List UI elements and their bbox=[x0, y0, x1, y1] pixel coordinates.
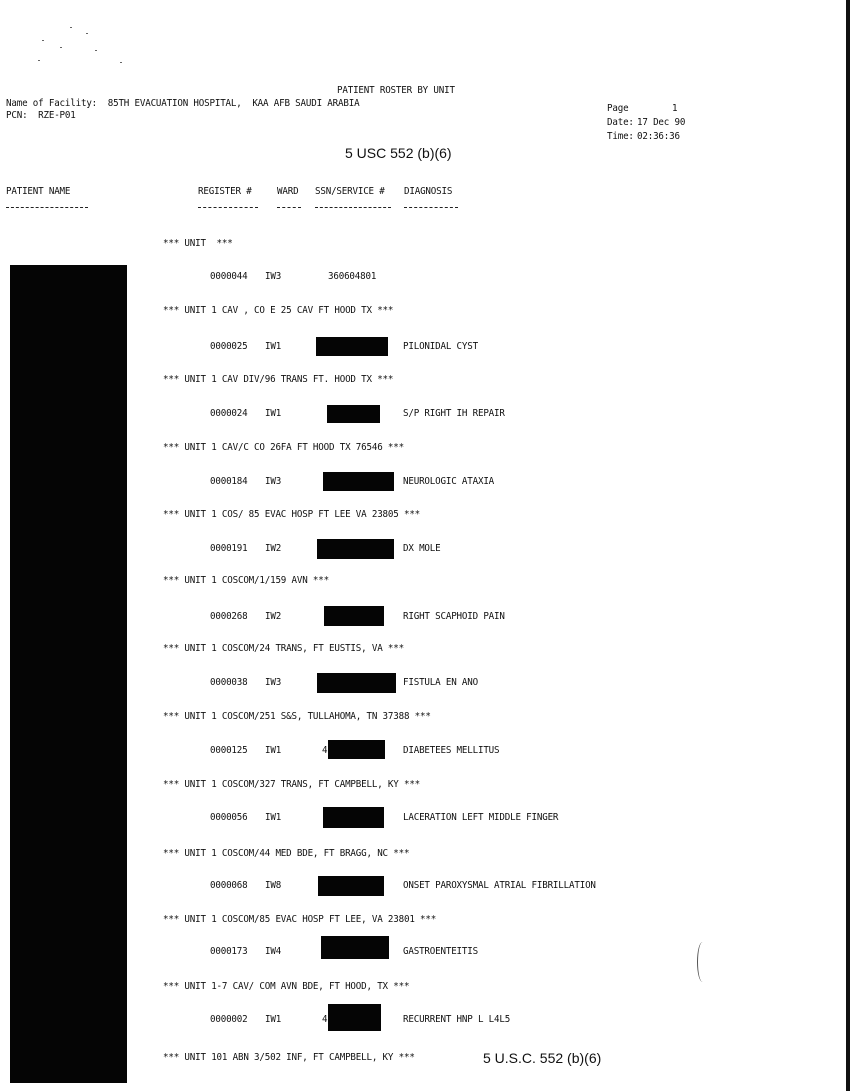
scan-speck bbox=[60, 47, 62, 48]
date-value: 17 Dec 90 bbox=[637, 117, 686, 128]
redaction-ssn bbox=[323, 472, 394, 491]
unit-heading: *** UNIT 1 CAV , CO E 25 CAV FT HOOD TX *** bbox=[163, 305, 394, 316]
register-number: 0000191 bbox=[210, 543, 248, 554]
foia-stamp-top: 5 USC 552 (b)(6) bbox=[345, 145, 452, 161]
page-number: 1 bbox=[672, 103, 678, 114]
scan-smudge bbox=[697, 942, 708, 982]
ward: IW3 bbox=[265, 271, 282, 282]
diagnosis: GASTROENTEITIS bbox=[403, 946, 478, 957]
page-edge bbox=[846, 0, 850, 1091]
diagnosis: NEUROLOGIC ATAXIA bbox=[403, 476, 495, 487]
register-number: 0000268 bbox=[210, 611, 248, 622]
scan-speck bbox=[38, 60, 40, 61]
ward: IW1 bbox=[265, 812, 282, 823]
redaction-ssn bbox=[316, 337, 388, 356]
underline bbox=[404, 207, 458, 208]
diagnosis: ONSET PAROXYSMAL ATRIAL FIBRILLATION bbox=[403, 880, 596, 891]
scan-speck bbox=[95, 50, 97, 51]
register-number: 0000038 bbox=[210, 677, 248, 688]
ssn: 360604801 bbox=[328, 271, 377, 282]
register-number: 0000002 bbox=[210, 1014, 248, 1025]
unit-heading: *** UNIT 1 COSCOM/327 TRANS, FT CAMPBELL, KY *** bbox=[163, 779, 421, 790]
redaction-ssn bbox=[317, 539, 394, 559]
unit-heading: *** UNIT 1-7 CAV/ COM AVN BDE, FT HOOD, TX *** bbox=[163, 981, 410, 992]
report-title: PATIENT ROSTER BY UNIT bbox=[337, 85, 455, 96]
foia-stamp-bottom: 5 U.S.C. 552 (b)(6) bbox=[483, 1050, 602, 1066]
diagnosis: RECURRENT HNP L L4L5 bbox=[403, 1014, 511, 1025]
unit-heading: *** UNIT 1 COSCOM/44 MED BDE, FT BRAGG, NC *** bbox=[163, 848, 410, 859]
redaction-ssn bbox=[328, 740, 385, 759]
redaction-ssn bbox=[323, 807, 384, 828]
time-value: 02:36:36 bbox=[637, 131, 680, 142]
unit-heading: *** UNIT 1 COS/ 85 EVAC HOSP FT LEE VA 23805 *** bbox=[163, 509, 421, 520]
diagnosis: S/P RIGHT IH REPAIR bbox=[403, 408, 505, 419]
ward: IW3 bbox=[265, 677, 282, 688]
ward: IW8 bbox=[265, 880, 282, 891]
unit-heading: *** UNIT 1 CAV DIV/96 TRANS FT. HOOD TX *** bbox=[163, 374, 394, 385]
diagnosis: DX MOLE bbox=[403, 543, 441, 554]
register-number: 0000056 bbox=[210, 812, 248, 823]
underline bbox=[198, 207, 258, 208]
col-register: REGISTER # bbox=[198, 186, 252, 197]
ward: IW3 bbox=[265, 476, 282, 487]
unit-heading: *** UNIT *** bbox=[163, 238, 233, 249]
scan-speck bbox=[70, 27, 72, 28]
col-ward: WARD bbox=[277, 186, 299, 197]
ward: IW2 bbox=[265, 611, 282, 622]
unit-heading: *** UNIT 101 ABN 3/502 INF, FT CAMPBELL, KY *** bbox=[163, 1052, 415, 1063]
register-number: 0000184 bbox=[210, 476, 248, 487]
redaction-names bbox=[10, 265, 127, 853]
redaction-names bbox=[10, 843, 127, 1083]
diagnosis: FISTULA EN ANO bbox=[403, 677, 478, 688]
time-label: Time: bbox=[607, 131, 634, 142]
redaction-ssn bbox=[321, 936, 389, 959]
unit-heading: *** UNIT 1 COSCOM/85 EVAC HOSP FT LEE, VA 23801 *** bbox=[163, 914, 437, 925]
ssn-fragment: 4 bbox=[322, 745, 328, 756]
scan-speck bbox=[86, 33, 88, 34]
scan-speck bbox=[42, 40, 44, 41]
underline bbox=[6, 207, 88, 208]
date-label: Date: bbox=[607, 117, 634, 128]
redaction-ssn bbox=[317, 673, 396, 693]
unit-heading: *** UNIT 1 COSCOM/1/159 AVN *** bbox=[163, 575, 330, 586]
diagnosis: RIGHT SCAPHOID PAIN bbox=[403, 611, 505, 622]
scan-speck bbox=[120, 62, 122, 63]
pcn-line: PCN: RZE-P01 bbox=[6, 110, 76, 121]
redaction-ssn bbox=[318, 876, 384, 896]
register-number: 0000173 bbox=[210, 946, 248, 957]
ward: IW2 bbox=[265, 543, 282, 554]
redaction-ssn bbox=[327, 405, 380, 423]
facility-line: Name of Facility: 85TH EVACUATION HOSPITAL, KAA AFB SAUDI ARABIA bbox=[6, 98, 360, 109]
diagnosis: DIABETEES MELLITUS bbox=[403, 745, 500, 756]
register-number: 0000024 bbox=[210, 408, 248, 419]
col-patient-name: PATIENT NAME bbox=[6, 186, 71, 197]
redaction-ssn bbox=[324, 606, 384, 626]
ward: IW1 bbox=[265, 341, 282, 352]
ssn-fragment: 4 bbox=[322, 1014, 328, 1025]
col-ssn: SSN/SERVICE # bbox=[315, 186, 385, 197]
register-number: 0000025 bbox=[210, 341, 248, 352]
redaction-ssn bbox=[328, 1004, 381, 1031]
unit-heading: *** UNIT 1 COSCOM/24 TRANS, FT EUSTIS, VA *** bbox=[163, 643, 404, 654]
diagnosis: PILONIDAL CYST bbox=[403, 341, 478, 352]
diagnosis: LACERATION LEFT MIDDLE FINGER bbox=[403, 812, 559, 823]
unit-heading: *** UNIT 1 CAV/C CO 26FA FT HOOD TX 76546 *** bbox=[163, 442, 404, 453]
ward: IW1 bbox=[265, 408, 282, 419]
register-number: 0000125 bbox=[210, 745, 248, 756]
col-diagnosis: DIAGNOSIS bbox=[404, 186, 453, 197]
ward: IW4 bbox=[265, 946, 282, 957]
ward: IW1 bbox=[265, 745, 282, 756]
register-number: 0000068 bbox=[210, 880, 248, 891]
register-number: 0000044 bbox=[210, 271, 248, 282]
page-label: Page bbox=[607, 103, 629, 114]
ward: IW1 bbox=[265, 1014, 282, 1025]
underline bbox=[315, 207, 391, 208]
unit-heading: *** UNIT 1 COSCOM/251 S&S, TULLAHOMA, TN 37388 *** bbox=[163, 711, 431, 722]
underline bbox=[277, 207, 301, 208]
